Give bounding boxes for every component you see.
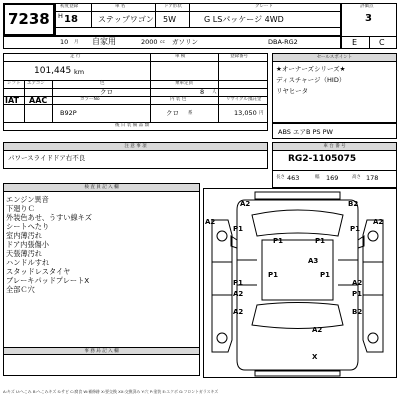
fuel: ガソリン	[172, 38, 198, 46]
sales-point-1: ディスチャージ（HID）	[276, 76, 346, 84]
recycle-label: リサイクル預託金	[226, 97, 262, 102]
month: 10	[60, 38, 69, 46]
grade-label: グレード	[255, 4, 273, 9]
width-value: 169	[326, 174, 339, 182]
month-unit: 月	[74, 40, 79, 45]
doors-value: 5W	[163, 15, 176, 24]
recycle-unit: 円	[259, 111, 264, 116]
color-value: クロ	[100, 88, 113, 96]
damage-code: A2	[312, 326, 323, 334]
color-code: B92P	[60, 109, 77, 117]
damage-code: A2	[373, 218, 384, 226]
expiry-label: 登録番号	[230, 54, 248, 59]
inspector-item: スタッドレスタイヤ	[6, 267, 71, 276]
inspector-item: 室内薄汚れ	[6, 231, 42, 240]
usage: 自家用	[92, 37, 116, 46]
length-label: 長さ	[276, 175, 285, 180]
inner-color-unit: 系	[188, 111, 193, 116]
score-label: 評価点	[360, 4, 374, 9]
model-name: ステップワゴン	[98, 15, 154, 24]
score-value: 3	[365, 13, 372, 24]
damage-code: P1	[320, 271, 331, 279]
damage-code: A2	[233, 308, 244, 316]
type-label: 車 検	[175, 54, 186, 59]
equipment-value: ABS エアB PS PW	[278, 128, 333, 136]
doors-label: ドア形状	[164, 4, 182, 9]
damage-code: P1	[350, 225, 361, 233]
ac-label: エアコン	[27, 81, 45, 86]
height-label: 高さ	[352, 175, 361, 180]
damage-code: A2	[205, 218, 216, 226]
frame-number: RG2-1105075	[288, 154, 357, 164]
damage-code: P1	[268, 271, 279, 279]
inspector-item: 全部Ｃ穴	[6, 285, 35, 294]
damage-code: P1	[273, 237, 284, 245]
mileage-value: 101,445	[34, 66, 72, 76]
exterior-score: C	[379, 38, 385, 47]
mileage-label: 走 行	[70, 54, 81, 59]
capacity-label: 乗車定員	[175, 81, 193, 86]
damage-code: P1	[315, 237, 326, 245]
inspector-item: 下廻りＣ	[6, 204, 35, 213]
damage-code: A2	[240, 200, 251, 208]
length-value: 463	[287, 174, 300, 182]
capacity-value: 8	[200, 88, 205, 96]
inspector-item: 天張薄汚れ	[6, 249, 42, 258]
damage-code: A3	[308, 257, 319, 265]
cc-unit: cc	[160, 40, 165, 45]
inspector-item: ハンドルすれ	[6, 258, 50, 267]
damage-code: P1	[233, 225, 244, 233]
damage-code: P1	[352, 290, 363, 298]
recycle-value: 13,050	[234, 109, 257, 117]
damage-code: A2	[233, 290, 244, 298]
year: 18	[64, 14, 78, 25]
damage-code: A2	[352, 279, 363, 287]
first-reg-label: 初度登録	[60, 4, 78, 9]
width-label: 幅	[315, 175, 320, 180]
era: H	[58, 12, 63, 20]
height-value: 178	[366, 174, 379, 182]
lot-number: 7238	[8, 10, 50, 28]
sales-point-2: リヤヒータ	[276, 87, 309, 95]
model-label: 車 名	[115, 4, 126, 9]
color-no-label: カラーNo	[80, 97, 100, 102]
interior-score: E	[352, 38, 358, 47]
sales-points-header: セールスポイント	[273, 54, 396, 62]
inspector-item: ブレーキパッドプレートX	[6, 276, 90, 285]
mileage-unit: km	[74, 68, 85, 76]
cc: 2000	[141, 38, 158, 46]
inner-color-label: 内 装 色	[170, 97, 187, 102]
inspector-item: 外装色あせ、うすい線キズ	[6, 213, 92, 222]
damage-code: P1	[233, 279, 244, 287]
inspector-item: ドア内張傷小	[6, 240, 49, 249]
capacity-unit: 人	[212, 90, 217, 95]
color-label: 色	[100, 81, 105, 86]
notes-header: 注 意 事 項	[4, 143, 267, 151]
dealer-header: 事 務 局 記 入 欄	[4, 347, 199, 355]
shift-label: シフト	[7, 81, 21, 86]
inner-color-value: クロ	[166, 109, 179, 117]
ac-value: AAC	[29, 96, 48, 105]
inspector-item: エンジン異音	[6, 195, 49, 204]
inspector-header: 検 査 員 記 入 欄	[4, 184, 199, 192]
damage-code: B2	[352, 308, 363, 316]
grade-value: G LSパッケージ 4WD	[204, 15, 284, 24]
model-code: DBA-RG2	[268, 38, 298, 46]
damage-code: X	[312, 353, 318, 361]
shift-value: IAT	[5, 96, 20, 105]
inspector-item: シートへたり	[6, 222, 50, 231]
footer-legend: A:キズ U:へこみ B:へこみキズ S:サビ C:腐食 W:補修跡 X:要交換 XX:交換済み Y:穴 P:塗装 E:エクボ G:フロントガラスキズ	[3, 389, 219, 394]
sales-point-0: ★オーナーズシリーズ★	[276, 65, 346, 73]
damage-code: B2	[348, 200, 359, 208]
equipment-label: 後 日 装 備 品 類	[115, 123, 150, 128]
frame-header: 車 台 番 号	[273, 143, 396, 151]
notes-value: パワースライドドア右不良	[8, 154, 86, 162]
